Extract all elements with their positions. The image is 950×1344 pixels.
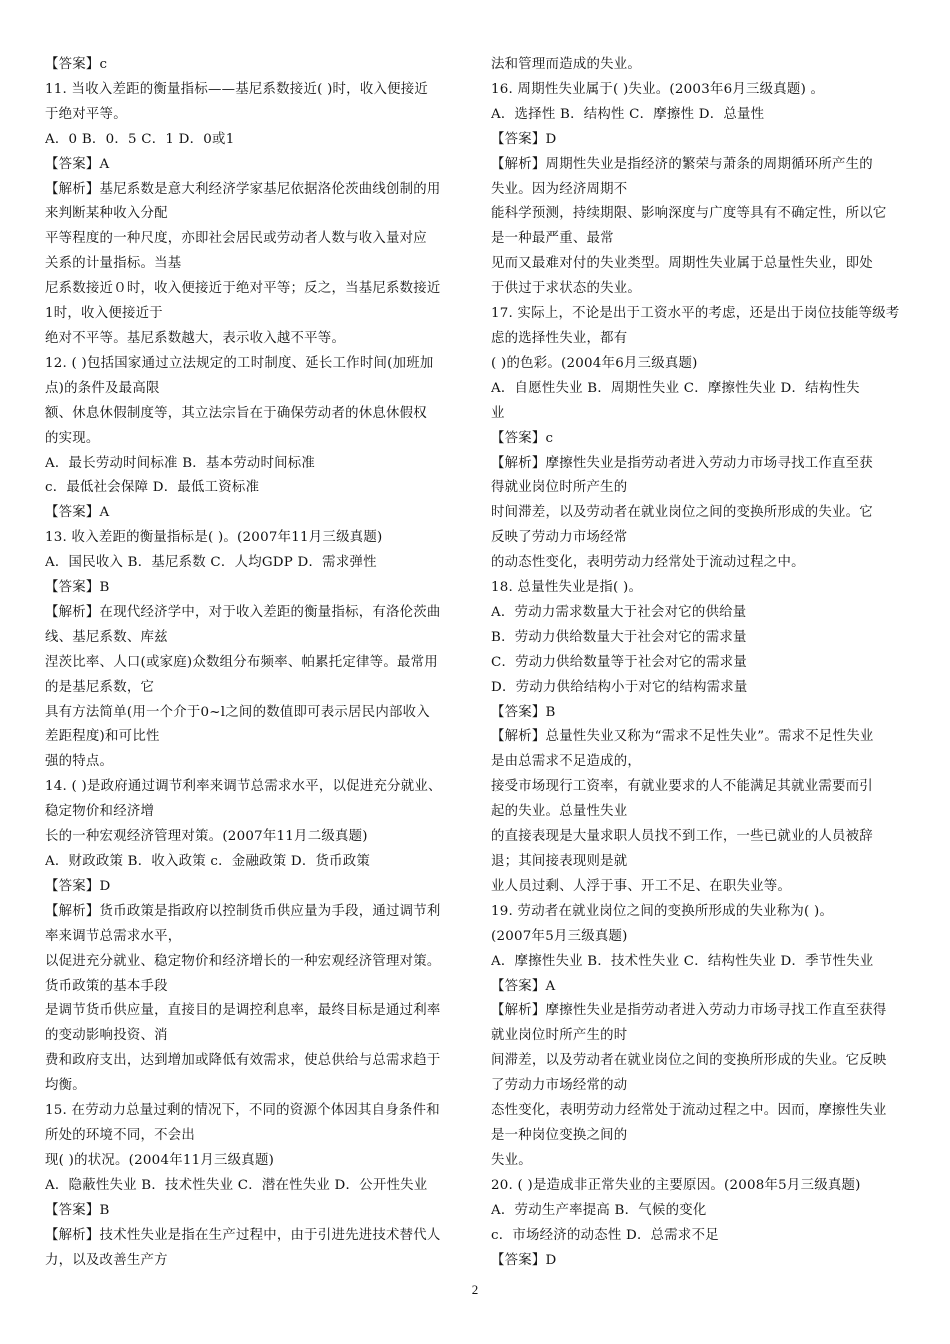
text-line: 额、休息休假制度等，其立法宗旨在于确保劳动者的休息休假权 [45, 405, 427, 421]
page-number: 2 [471, 1282, 479, 1297]
text-line: 时间滞差，以及劳动者在就业岗位之间的变换所形成的失业。它 [491, 505, 873, 521]
text-line: A．国民收入 B．基尼系数 C．人均GDP D．需求弹性 [45, 555, 377, 571]
text-line: 是调节货币供应量，直接目的是调控利息率，最终目标是通过利率 [45, 1003, 441, 1019]
text-line: (2007年5月三级真题) [491, 928, 628, 944]
text-line: 了劳动力市场经常的动 [491, 1078, 628, 1094]
text-line: B．劳动力供给数量大于社会对它的需求量 [491, 629, 747, 645]
text-line: D．劳动力供给结构小于对它的结构需求量 [491, 679, 748, 695]
text-line: 来判断某种收入分配 [45, 206, 168, 222]
text-line: 现( )的状况。(2004年11月三级真题) [45, 1152, 275, 1168]
text-line: 【答案】B [491, 704, 556, 720]
text-line: A．财政政策 B．收入政策 c．金融政策 D．货币政策 [45, 854, 371, 869]
text-line: 1时，收入便接近于 [45, 306, 163, 322]
text-line: 稳定物价和经济增 [45, 804, 155, 820]
text-line: 费和政府支出，达到增加或降低有效需求，使总供给与总需求趋于 [45, 1053, 441, 1069]
right-column [491, 53, 905, 1273]
text-line: 【解析】基尼系数是意大利经济学家基尼依据洛伦茨曲线创制的用 [45, 181, 441, 197]
text-line: 于绝对平等。 [45, 106, 127, 122]
text-line: 的变动影响投资、消 [45, 1028, 168, 1044]
text-line: 长的一种宏观经济管理对策。(2007年11月二级真题) [45, 829, 368, 845]
text-line: A．隐蔽性失业 B．技术性失业 C．潜在性失业 D．公开性失业 [45, 1177, 428, 1193]
text-line: 货币政策的基本手段 [45, 978, 168, 994]
text-line: 【解析】摩擦性失业是指劳动者进入劳动力市场寻找工作直至获 [491, 455, 873, 471]
text-line: 【答案】B [45, 1202, 110, 1218]
text-line: 【解析】在现代经济学中，对于收入差距的衡量指标，有洛伦茨曲 [45, 604, 441, 620]
text-line: 【答案】c [45, 57, 108, 72]
text-line: 强的特点。 [45, 754, 114, 770]
text-line: 12. ( )包括国家通过立法规定的工时制度、延长工作时间(加班加 [45, 355, 434, 371]
text-line: 的实现。 [45, 430, 100, 446]
text-line: 13. 收入差距的衡量指标是( )。(2007年11月三级真题) [45, 530, 383, 546]
text-line: 【答案】D [491, 131, 557, 147]
text-line: A．摩擦性失业 B．技术性失业 C．结构性失业 D．季节性失业 [491, 953, 874, 969]
text-line: A．劳动力需求数量大于社会对它的供给量 [491, 604, 747, 620]
text-line: 点)的条件及最高限 [45, 380, 160, 396]
text-line: 反映了劳动力市场经常 [491, 530, 628, 546]
text-line: 15. 在劳动力总量过剩的情况下，不同的资源个体因其自身条件和 [45, 1103, 440, 1119]
text-line: 失业。 [491, 1152, 532, 1168]
text-line: 【解析】总量性失业又称为“需求不足性失业”。需求不足性失业 [491, 729, 874, 745]
text-line: 起的失业。总量性失业 [491, 804, 628, 820]
text-line: 业人员过剩、人浮于事、开工不足、在职失业等。 [491, 878, 792, 894]
text-line: 17. 实际上，不论是出于工资水平的考虑，还是出于岗位技能等级考 [491, 306, 900, 322]
text-line: 是一种岗位变换之间的 [491, 1127, 628, 1143]
text-line: 18. 总量性失业是指( )。 [491, 580, 643, 596]
text-line: 的是基尼系数，它 [45, 679, 155, 695]
text-line: c．市场经济的动态性 D．总需求不足 [491, 1227, 719, 1243]
text-line: 能科学预测，持续期限、影响深度与广度等具有不确定性，所以它 [491, 206, 887, 222]
text-line: 就业岗位时所产生的时 [491, 1028, 628, 1044]
text-line: 【答案】B [45, 580, 110, 596]
text-line: 【答案】A [45, 505, 110, 521]
text-line: 【解析】货币政策是指政府以控制货币供应量为手段，通过调节利 [45, 903, 441, 919]
text-line: 的直接表现是大量求职人员找不到工作，一些已就业的人员被辞 [491, 829, 873, 845]
text-line: 20. ( )是造成非正常失业的主要原因。(2008年5月三级真题) [491, 1177, 861, 1193]
text-line: 业 [491, 405, 505, 421]
text-line: 得就业岗位时所产生的 [491, 480, 628, 496]
text-line: 接受市场现行工资率，有就业要求的人不能满足其就业需要而引 [491, 779, 873, 795]
text-line: 是一种最严重、最常 [491, 231, 614, 247]
text-line: 【解析】周期性失业是指经济的繁荣与萧条的周期循环所产生的 [491, 156, 873, 172]
text-line: 以促进充分就业、稳定物价和经济增长的一种宏观经济管理对策。 [45, 953, 441, 969]
text-line: 19. 劳动者在就业岗位之间的变换所形成的失业称为( )。 [491, 903, 834, 919]
text-line: 【答案】A [45, 156, 110, 172]
text-line: 尼系数接近０时，收入便接近于绝对平等；反之，当基尼系数接近 [45, 281, 441, 297]
text-line: 【解析】摩擦性失业是指劳动者进入劳动力市场寻找工作直至获得 [491, 1003, 887, 1019]
text-line: 间滞差，以及劳动者在就业岗位之间的变换所形成的失业。它反映 [491, 1053, 887, 1069]
text-line: 的动态性变化，表明劳动力经常处于流动过程之中。 [491, 555, 805, 571]
text-line: ( )的色彩。(2004年6月三级真题) [491, 355, 698, 371]
text-line: 14. ( )是政府通过调节利率来调节总需求水平，以促进充分就业、 [45, 779, 442, 795]
text-line: 【答案】A [491, 978, 556, 994]
text-line: 线、基尼系数、库兹 [45, 629, 168, 645]
text-line: 所处的环境不同，不会出 [45, 1127, 196, 1143]
text-line: 具有方法简单(用一个介于0~l之间的数值即可表示居民内部收入 [45, 704, 430, 720]
text-line: 虑的选择性失业，都有 [491, 330, 628, 346]
text-line: 差距程度)和可比性 [45, 729, 160, 745]
text-line: A．劳动生产率提高 B．气候的变化 [491, 1202, 707, 1218]
text-line: 于供过于求状态的失业。 [491, 281, 642, 297]
text-line: C．劳动力供给数量等于社会对它的需求量 [491, 654, 748, 670]
text-line: 【答案】c [491, 430, 554, 446]
text-line: 失业。因为经济周期不 [491, 181, 628, 197]
text-line: 【解析】技术性失业是指在生产过程中，由于引进先进技术替代人 [45, 1227, 441, 1243]
text-line: 关系的计量指标。当基 [45, 256, 182, 272]
text-line: 【答案】D [45, 878, 111, 894]
text-line: A．最长劳动时间标准 B．基本劳动时间标准 [45, 455, 316, 471]
text-line: 是由总需求不足造成的， [491, 754, 642, 770]
text-line: A．选择性 B．结构性 C．摩擦性 D．总量性 [491, 106, 765, 122]
text-line: 11. 当收入差距的衡量指标——基尼系数接近( )时，收入便接近 [45, 81, 429, 97]
text-line: 【答案】D [491, 1252, 557, 1268]
text-line: 率来调节总需求水平， [45, 928, 182, 944]
text-line: 见而又最难对付的失业类型。周期性失业属于总量性失业，即处 [491, 256, 873, 272]
left-column [45, 53, 459, 1273]
text-line: 均衡。 [45, 1078, 86, 1094]
text-line: 平等程度的一种尺度，亦即社会居民或劳动者人数与收入量对应 [45, 231, 427, 247]
text-line: 法和管理而造成的失业。 [491, 57, 642, 72]
text-line: 绝对不平等。基尼系数越大，表示收入越不平等。 [45, 330, 346, 346]
text-line: 16. 周期性失业属于( )失业。(2003年6月三级真题) 。 [491, 81, 825, 97]
text-line: 涅茨比率、人口(或家庭)众数组分布频率、帕累托定律等。最常用 [45, 654, 438, 670]
text-line: A．0 B．0．5 C．1 D．0或1 [45, 131, 235, 147]
text-line: 退；其间接表现则是就 [491, 854, 628, 869]
text-line: A．自愿性失业 B．周期性失业 C．摩擦性失业 D．结构性失 [491, 380, 860, 396]
text-line: 力，以及改善生产方 [45, 1252, 168, 1268]
text-line: c．最低社会保障 D．最低工资标准 [45, 480, 260, 496]
text-line: 态性变化，表明劳动力经常处于流动过程之中。因而，摩擦性失业 [491, 1103, 887, 1119]
